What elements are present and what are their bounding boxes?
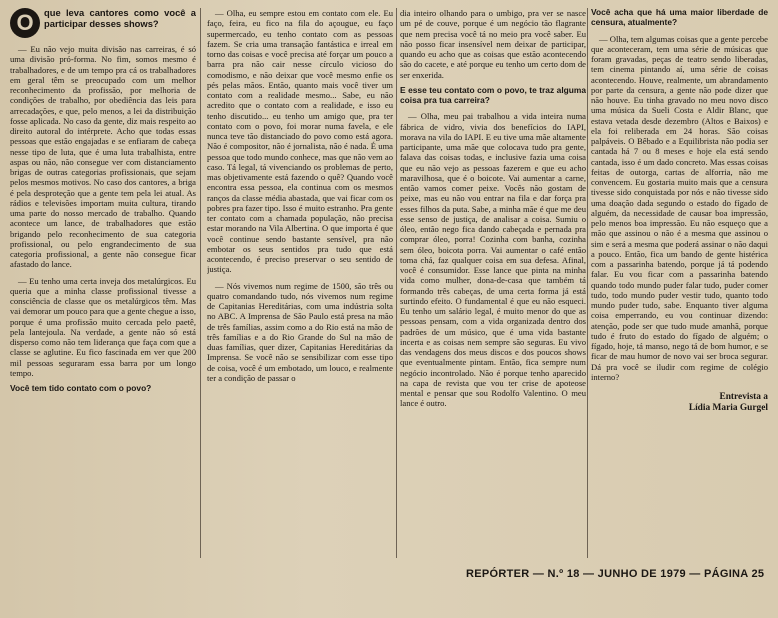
column-divider (200, 8, 201, 558)
credit-line: Entrevista a (719, 392, 768, 403)
interview-credit (591, 392, 768, 414)
answer-paragraph: — Eu não vejo muita divisão nas carreiras, é só uma divisão pró-forma. No fim, somos mesmo é trabalhadores, e de um tempo pra cá os trabalhadores em geral têm se preocupado com um melhor reconhecimento da profissão, por melhoria de condições de trabalho, por obediência das leis para arrecadações, e que, pelo menos, a lei da distribuição fosse aplicada. No caso da gente, diz mais respeito ao direito autoral do intérprete. Acho que todas essas pessoas que estão engajadas e se enfiaram de cabeça nesse tipo de luta, que é uma luta trabalhista, entre aspas ou não, não consegue ver com distanciamento brigas de outras categorias profissionais, que sejam pelos mesmos motivos. No caso dos cantores, a briga é pela desproteção que a gente tem pela lei atual. As rádios e televisões importam muita cultura, tirando uma parte do nosso mercado de trabalho. Quando acontece um lance, de trabalhadores que estão brigando pelo reconhecimento de sua categoria profissional, ou pelo engrandecimento de sua categoria profissional, a gente não consegue ficar afastado do lance. (10, 44, 196, 270)
page-footer (466, 568, 764, 580)
credit-author: Lídia Maria Gurgel (688, 403, 768, 414)
answer-paragraph: — Olha, tem algumas coisas que a gente percebe que aconteceram, tem uma série de músicas que foram gravadas, peças de teatro sendo liberadas, tem cinema pintando aí, uma série de coisas acontecendo. Houve, realmente, um abrandamento por parte da censura, a gente não pode dizer que não houve. Eu tinha gravado no meu novo disco uma música da Sueli Costa e Aldir Blanc, que estava vetada desde dezembro (Altos e Baixos) e ela foi reliberada em 24 horas. São coisas palpáveis. O Bêbado e a Equilibrista não podia ser cantada há 7 ou 8 meses e hoje ela está sendo cantada, isso é um dado concreto. Mas essas coisas feitas de outorga, cartas de alforria, não me convencem. Eu gostaria muito mais que a censura tivesse sido conquistada por nós e não tivesse sido uma doação dada segundo o estado do fígado de alguém, da necessidade de causar boa impressão, pelo menos boa impressão. Eu não esqueço que a mão que assinou o não é a mesma que assinou o sim e será a mesma que poderá assinar o não daqui a pouco. Então, fica um bando de gente histérica com a passarinha batendo, porque já tá podendo falar. Eu vou ficar com a passarinha batendo quando todo mundo puder falar tudo, puder comer tudo, todo mundo puder vestir tudo, quanto todo mundo puder tudo, sabe. Enquanto tiver alguma coisa emperrando, eu vou continuar dizendo: atenção, pode ser que tudo mude amanhã, porque tudo é fruto do estado do fígado de alguém; o fígado, hoje, tá manso, nego tá de bom humor, e se ficar de mau humor de novo vai ser broca segurar. Dá pra você se iludir com regime de colégio interno? (591, 33, 768, 382)
column-4 (591, 8, 768, 558)
footer-page: — PÁGINA 25 (686, 568, 764, 580)
answer-paragraph: — Olha, meu pai trabalhou a vida inteira numa fábrica de vidro, vivia dos benefícios do IAPI, morava na vila do IAPI. E eu tive uma mãe altamente participante, uma mãe que colocava tudo pra gente, falava das coisas todas, e inclusive fazia uma coisa que eu não vejo as pessoas fazerem e que eu acho maravilhosa, que é o boicote. Vai aumentar a carne, então vamos comer peixe. Vocês não gostam de peixe, mas eu não vou entrar na fila e dar força pra esses filhos da puta. Sabe, a minha mãe é que me deu esse senso de justiça, de analisar a coisa. Sumiu o óleo, então nego fica dando cabeçada e pernada pra comprar óleo, porra! Cozinha com banha, cozinha sem óleo, boicota porra. Vai aumentar o café então toma chá, faz qualquer coisa em sua defesa. Afinal, você é consumidor. Esse lance que pinta na minha vida como mulher, dona-de-casa que também tá formando três cabeças, de uma certa forma já está surtindo efeito. O fundamental é que eu não esqueci. Eu tenho um salário legal, é muito menor do que as pessoas pensam, com a vida organizada dentro dos padrões de um músico, que é uma vida bastante incerta e as coisas nem sempre são seguras. Eu vivo das vendagens dos meus discos e dos poucos shows que eventualmente pintam. Então, fica sempre num negócio incontrolado. Não é porque tenho aparecido na capa de revista que vou ter crise de apoteose mental e pensar que sou Rodolfo Valentino. O meu lance é outro. (400, 111, 586, 409)
intro-question-text: que leva cantores como você a participar desses shows? (44, 8, 196, 29)
dropcap: O (10, 8, 40, 38)
answer-paragraph: — Eu tenho uma certa inveja dos metalúrgicos. Eu queria que a minha classe profissional tivesse a consciência de classe que os metalúrgicos têm. Mas vai demorar um pouco para que a gente chegue a isso, porque é uma profissão muito cercada pelo paetê, pela lantejoula. Na verdade, a gente não só está disperso como não tem liderança que faça com que a classe se aglutine. Eu fico fascinada em ver que 200 mil pessoas seguraram essa barra por um longo tempo. (10, 275, 196, 378)
footer-issue: — N.º 18 (530, 568, 580, 580)
column-1 (10, 8, 196, 558)
question-heading: Você tem tido contato com o povo? (10, 383, 152, 393)
intro-question (10, 8, 196, 38)
column-divider (587, 8, 588, 558)
answer-paragraph: — Olha, eu sempre estou em contato com ele. Eu faço, feira, eu fico na fila do açougue, eu faço supermercado, eu tenho contato com as pessoas fazem. Se cria uma transação fantástica e irreal em torno das coisas e você precisa até forçar um pouco a barra pra não cair nesse círculo vicioso do comodismo, e não deixar que você mesmo enfie os pés pelas mãos. Então, quanto mais você tiver um contato com a realidade mesmo... Sabe, eu não acredito que o contato com a realidade, e isso eu tenho discutido... eu tenho um amigo que, pra ter contato com o povo, foi morar numa favela, e ele nunca teve tão distanciado do povo como está agora. Não é compositor, não é jornalista, não é nada. É uma pessoa que todo mundo conhece, mas que não vem ao caso. Tá legal, tá vivenciando os problemas de perto, mas objetivamente está fazendo o quê? Quando você encontra essa pessoa, ela continua com os mesmos ranços da classe média abastada, que vai ficar com os pobres pra fazer tipo. Isso é muito estranho. Pra gente ter contato com a chamada população, não precisa estar morando na Vila Albertina. O que importa é que você continue sendo bastante sensível, pra não embotar os seus sentidos pra tudo que está acontecendo, é preciso preservar o seu sentido de justiça. (207, 8, 393, 275)
column-divider (396, 8, 397, 558)
column-2 (207, 8, 393, 558)
footer-publication: REPÓRTER (466, 568, 530, 580)
footer-date: — JUNHO DE 1979 (580, 568, 686, 580)
question-heading: E esse teu contato com o povo, te traz alguma coisa pra tua carreira? (400, 84, 586, 105)
answer-paragraph: — Nós vivemos num regime de 1500, são três ou quatro comandando tudo, nós vivemos num regime de Capitanias Hereditárias, com uma indústria solta no ABC. A Imprensa de São Paulo está presa na mão de três famílias, assim como a do Rio está na mão de três famílias e a do Rio Grande do Sul na mão de duas famílias, quer dizer, Capitanias Hereditárias da Imprensa. Se você não se sensibilizar com esse tipo de coisa, você é um embotado, um louco, e realmente ter a condição de passar o (207, 280, 393, 383)
answer-paragraph: dia inteiro olhando para o umbigo, pra ver se nasce um pé de couve, porque é um negócio tão flagrante que nem precisa você tá no meio pra você saber. Eu não posso ficar insensível nem deixar de participar, quando eu acho que as coisas que estão acontecendo são do cacete, e até porque eu tenho um certo dom de ser enxerida. (400, 8, 586, 80)
question-heading: Você acha que há uma maior liberdade de censura, atualmente? (591, 8, 768, 27)
column-3 (400, 8, 586, 558)
